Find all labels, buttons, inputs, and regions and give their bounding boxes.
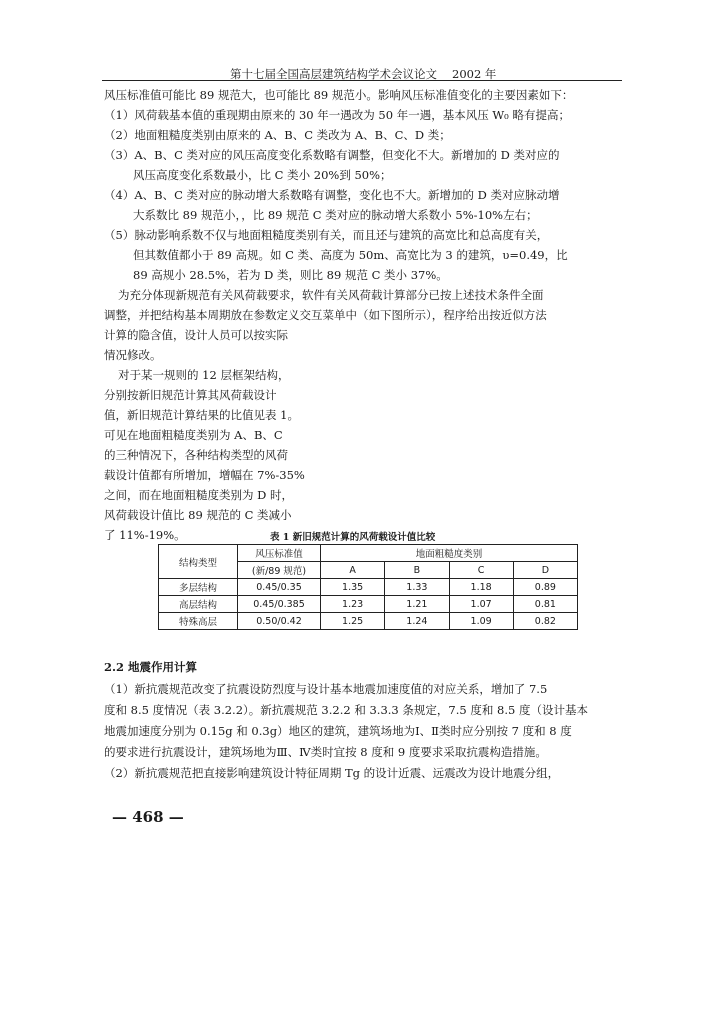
paragraph-line: 之间，而在地面粗糙度类别为 D 时，: [104, 488, 294, 502]
paragraph-line: 情况修改。: [104, 348, 162, 362]
list-item-4-cont: 大系数比 89 规范小，，比 89 规范 C 类对应的脉动增大系数小 5%-10%左右；: [133, 208, 538, 222]
paragraph-line: 的三种情况下，各种结构类型的风荷: [104, 448, 288, 462]
comparison-table: [158, 544, 578, 630]
cell-wind: 0.45/0.35: [238, 579, 321, 596]
paragraph-line: （1）新抗震规范改变了抗震设防烈度与设计基本地震加速度值的对应关系，增加了 7.5: [104, 682, 548, 696]
paragraph-line: 的要求进行抗震设计，建筑场地为Ⅲ、Ⅳ类时宜按 8 度和 9 度要求采取抗震构造措施。: [104, 745, 547, 759]
header-structure-type: 结构类型: [159, 545, 238, 579]
paragraph-line: 了 11%-19%。: [104, 528, 186, 542]
text-line: 风压标准值可能比 89 规范大，也可能比 89 规范小。影响风压标准值变化的主要因素如下：: [104, 88, 574, 102]
cell-wind: 0.45/0.385: [238, 596, 321, 613]
header-b: B: [385, 562, 449, 579]
table-row: [159, 613, 578, 630]
cell-wind: 0.50/0.42: [238, 613, 321, 630]
paragraph-line: 计算的隐含值，设计人员可以按实际: [104, 328, 288, 342]
cell-c: 1.18: [449, 579, 513, 596]
header-wind-pressure: 风压标准值: [238, 545, 321, 562]
table-row: [159, 579, 578, 596]
cell-c: 1.09: [449, 613, 513, 630]
list-item-2: （2）地面粗糙度类别由原来的 A、B、C 类改为 A、B、C、D 类；: [104, 128, 451, 142]
header-a: A: [321, 562, 385, 579]
list-item-3: （3）A、B、C 类对应的风压高度变化系数略有调整，但变化不大。新增加的 D 类对应的: [104, 148, 560, 162]
list-item-4: （4）A、B、C 类对应的脉动增大系数略有调整，变化也不大。新增加的 D 类对应脉动增: [104, 188, 560, 202]
paragraph-line: 可见在地面粗糙度类别为 A、B、C: [104, 428, 283, 442]
list-item-5-cont: 89 高规小 28.5%，若为 D 类，则比 89 规范 C 类小 37%。: [133, 268, 448, 282]
paragraph-line: 分别按新旧规范计算其风荷载设计: [104, 388, 277, 402]
cell-b: 1.33: [385, 579, 449, 596]
cell-d: 0.81: [513, 596, 577, 613]
cell-a: 1.25: [321, 613, 385, 630]
cell-a: 1.35: [321, 579, 385, 596]
header-wind-unit: (新/89 规范): [238, 562, 321, 579]
table-caption: 表 1 新旧规范计算的风荷载设计值比较: [270, 532, 436, 543]
table-row: [159, 596, 578, 613]
cell-type: 特殊高层: [159, 613, 238, 630]
paragraph-line: （2）新抗震规范把直接影响建筑设计特征周期 Tg 的设计近震、远震改为设计地震分组，: [104, 766, 560, 780]
cell-d: 0.82: [513, 613, 577, 630]
cell-a: 1.23: [321, 596, 385, 613]
header-d: D: [513, 562, 577, 579]
paragraph-line: 调整，并把结构基本周期放在参数定义交互菜单中（如下图所示），程序给出按近似方法: [104, 308, 547, 322]
paragraph-line: 值，新旧规范计算结果的比值见表 1。: [104, 408, 299, 422]
paragraph-line: 载设计值都有所增加，增幅在 7%-35%: [104, 468, 305, 482]
list-item-5-cont: 但其数值都小于 89 高规。如 C 类、高度为 50m、高宽比为 3 的建筑，υ=0.49，比: [133, 248, 568, 262]
list-item-3-cont: 风压高度变化系数最小，比 C 类小 20%到 50%；: [133, 168, 392, 182]
list-item-1: （1）风荷载基本值的重现期由原来的 30 年一遇改为 50 年一遇，基本风压 W₀ 略有提高；: [104, 108, 570, 122]
header-year: 2002 年: [452, 67, 497, 81]
cell-type: 高层结构: [159, 596, 238, 613]
cell-b: 1.24: [385, 613, 449, 630]
paragraph-line: 地震加速度分别为 0.15g 和 0.3g）地区的建筑，建筑场地为Ⅰ、Ⅱ类时应分别按 7 度和 8 度: [104, 724, 572, 738]
header-title: 第十七届全国高层建筑结构学术会议论文: [230, 67, 437, 81]
section-heading: 2.2 地震作用计算: [104, 660, 198, 674]
list-item-5: （5）脉动影响系数不仅与地面粗糙度类别有关，而且还与建筑的高宽比和总高度有关，: [104, 228, 549, 242]
cell-d: 0.89: [513, 579, 577, 596]
header-rule: [102, 80, 622, 81]
cell-type: 多层结构: [159, 579, 238, 596]
paragraph-line: 风荷载设计值比 89 规范的 C 类减小: [104, 508, 292, 522]
header-c: C: [449, 562, 513, 579]
cell-b: 1.21: [385, 596, 449, 613]
header-roughness: 地面粗糙度类别: [321, 545, 578, 562]
paragraph-line: 为充分体现新规范有关风荷载要求，软件有关风荷载计算部分已按上述技术条件全面: [118, 288, 544, 302]
page-number: — 468 —: [112, 808, 184, 826]
paragraph-line: 对于某一规则的 12 层框架结构，: [118, 368, 290, 382]
paragraph-line: 度和 8.5 度情况（表 3.2.2）。新抗震规范 3.2.2 和 3.3.3 条规定，7.5 度和 8.5 度（设计基本: [104, 703, 588, 717]
cell-c: 1.07: [449, 596, 513, 613]
